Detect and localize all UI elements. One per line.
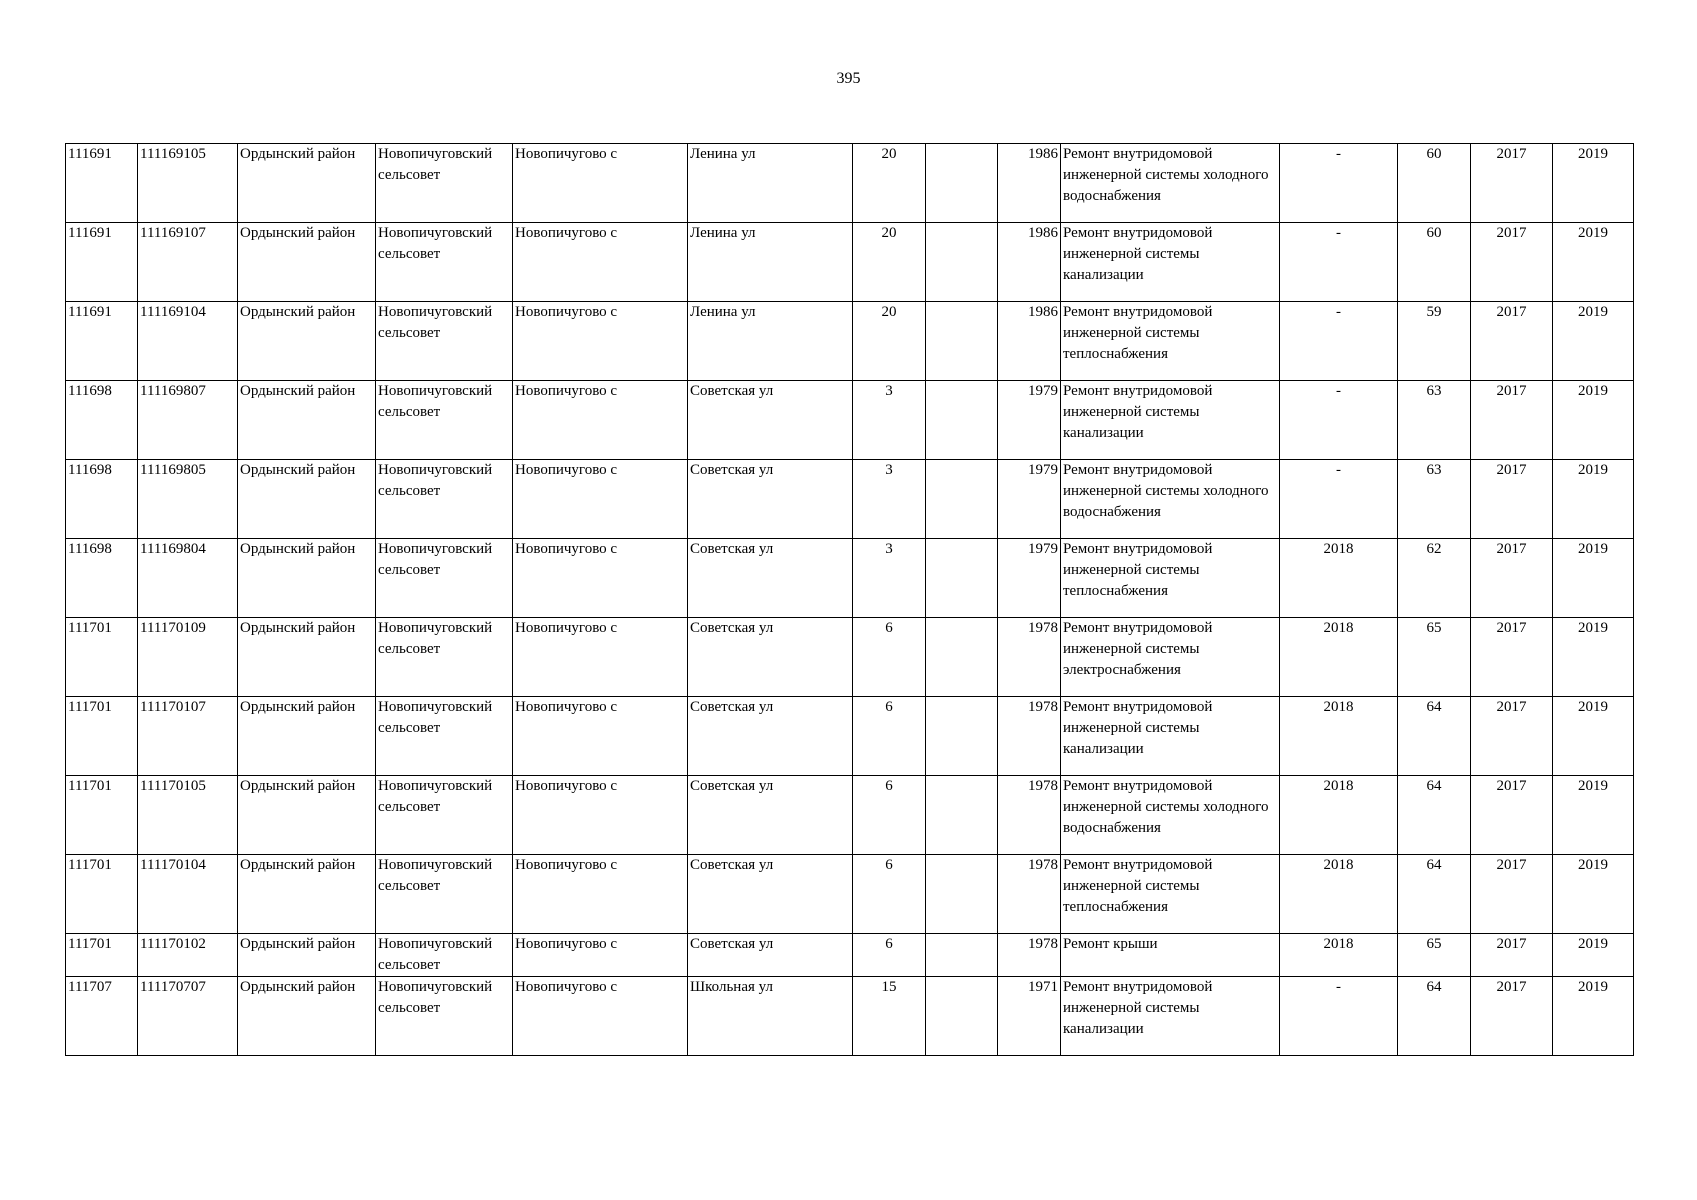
year-built-cell: 1986 bbox=[998, 223, 1061, 302]
plan-year-cell: 2018 bbox=[1280, 697, 1398, 776]
council-cell: Новопичуговский сельсовет bbox=[376, 381, 513, 460]
start-year-cell: 2017 bbox=[1471, 977, 1553, 1056]
table-row bbox=[66, 618, 1634, 697]
work-code-cell: 111169107 bbox=[138, 223, 238, 302]
start-year-cell: 2017 bbox=[1471, 381, 1553, 460]
work-type-cell: Ремонт внутридомовой инженерной системы теплоснабжения bbox=[1061, 302, 1280, 381]
end-year-cell: 2019 bbox=[1553, 144, 1634, 223]
council-cell: Новопичуговский сельсовет bbox=[376, 460, 513, 539]
house-number-cell: 6 bbox=[853, 934, 926, 977]
plan-year-cell: - bbox=[1280, 302, 1398, 381]
wear-cell: 63 bbox=[1398, 460, 1471, 539]
table-row bbox=[66, 223, 1634, 302]
year-built-cell: 1978 bbox=[998, 697, 1061, 776]
work-code-cell: 111169105 bbox=[138, 144, 238, 223]
house-number-cell: 6 bbox=[853, 855, 926, 934]
end-year-cell: 2019 bbox=[1553, 460, 1634, 539]
house-number-cell: 20 bbox=[853, 223, 926, 302]
street-cell: Ленина ул bbox=[688, 302, 853, 381]
wear-cell: 63 bbox=[1398, 381, 1471, 460]
house-number-cell: 3 bbox=[853, 539, 926, 618]
start-year-cell: 2017 bbox=[1471, 539, 1553, 618]
district-cell: Ордынский район bbox=[238, 618, 376, 697]
table-row bbox=[66, 302, 1634, 381]
street-cell: Ленина ул bbox=[688, 144, 853, 223]
house-number-cell: 20 bbox=[853, 144, 926, 223]
end-year-cell: 2019 bbox=[1553, 539, 1634, 618]
house-id-cell: 111701 bbox=[66, 618, 138, 697]
plan-year-cell: - bbox=[1280, 223, 1398, 302]
work-code-cell: 111170707 bbox=[138, 977, 238, 1056]
start-year-cell: 2017 bbox=[1471, 934, 1553, 977]
settlement-cell: Новопичугово с bbox=[513, 776, 688, 855]
start-year-cell: 2017 bbox=[1471, 302, 1553, 381]
building-cell bbox=[926, 776, 998, 855]
district-cell: Ордынский район bbox=[238, 697, 376, 776]
repair-register-table bbox=[65, 143, 1634, 1056]
plan-year-cell: 2018 bbox=[1280, 934, 1398, 977]
building-cell bbox=[926, 697, 998, 776]
year-built-cell: 1986 bbox=[998, 302, 1061, 381]
work-type-cell: Ремонт внутридомовой инженерной системы канализации bbox=[1061, 977, 1280, 1056]
district-cell: Ордынский район bbox=[238, 977, 376, 1056]
plan-year-cell: - bbox=[1280, 381, 1398, 460]
work-type-cell: Ремонт внутридомовой инженерной системы теплоснабжения bbox=[1061, 539, 1280, 618]
work-code-cell: 111169104 bbox=[138, 302, 238, 381]
year-built-cell: 1979 bbox=[998, 381, 1061, 460]
work-type-cell: Ремонт внутридомовой инженерной системы электроснабжения bbox=[1061, 618, 1280, 697]
wear-cell: 60 bbox=[1398, 223, 1471, 302]
settlement-cell: Новопичугово с bbox=[513, 539, 688, 618]
district-cell: Ордынский район bbox=[238, 144, 376, 223]
house-id-cell: 111701 bbox=[66, 697, 138, 776]
building-cell bbox=[926, 855, 998, 934]
settlement-cell: Новопичугово с bbox=[513, 855, 688, 934]
council-cell: Новопичуговский сельсовет bbox=[376, 223, 513, 302]
district-cell: Ордынский район bbox=[238, 460, 376, 539]
plan-year-cell: 2018 bbox=[1280, 618, 1398, 697]
house-number-cell: 3 bbox=[853, 460, 926, 539]
start-year-cell: 2017 bbox=[1471, 144, 1553, 223]
house-id-cell: 111698 bbox=[66, 460, 138, 539]
work-type-cell: Ремонт внутридомовой инженерной системы канализации bbox=[1061, 223, 1280, 302]
year-built-cell: 1986 bbox=[998, 144, 1061, 223]
settlement-cell: Новопичугово с bbox=[513, 223, 688, 302]
start-year-cell: 2017 bbox=[1471, 855, 1553, 934]
plan-year-cell: - bbox=[1280, 977, 1398, 1056]
start-year-cell: 2017 bbox=[1471, 460, 1553, 539]
street-cell: Ленина ул bbox=[688, 223, 853, 302]
building-cell bbox=[926, 539, 998, 618]
work-type-cell: Ремонт внутридомовой инженерной системы канализации bbox=[1061, 697, 1280, 776]
work-type-cell: Ремонт внутридомовой инженерной системы теплоснабжения bbox=[1061, 855, 1280, 934]
plan-year-cell: - bbox=[1280, 460, 1398, 539]
building-cell bbox=[926, 618, 998, 697]
work-type-cell: Ремонт внутридомовой инженерной системы холодного водоснабжения bbox=[1061, 460, 1280, 539]
house-id-cell: 111691 bbox=[66, 144, 138, 223]
wear-cell: 65 bbox=[1398, 934, 1471, 977]
house-id-cell: 111691 bbox=[66, 223, 138, 302]
end-year-cell: 2019 bbox=[1553, 381, 1634, 460]
table-row bbox=[66, 776, 1634, 855]
street-cell: Школьная ул bbox=[688, 977, 853, 1056]
building-cell bbox=[926, 223, 998, 302]
settlement-cell: Новопичугово с bbox=[513, 977, 688, 1056]
work-code-cell: 111170105 bbox=[138, 776, 238, 855]
table-row bbox=[66, 460, 1634, 539]
street-cell: Советская ул bbox=[688, 934, 853, 977]
end-year-cell: 2019 bbox=[1553, 934, 1634, 977]
work-type-cell: Ремонт крыши bbox=[1061, 934, 1280, 977]
district-cell: Ордынский район bbox=[238, 381, 376, 460]
council-cell: Новопичуговский сельсовет bbox=[376, 144, 513, 223]
year-built-cell: 1979 bbox=[998, 539, 1061, 618]
year-built-cell: 1978 bbox=[998, 934, 1061, 977]
wear-cell: 64 bbox=[1398, 977, 1471, 1056]
table-row bbox=[66, 697, 1634, 776]
work-code-cell: 111169804 bbox=[138, 539, 238, 618]
end-year-cell: 2019 bbox=[1553, 697, 1634, 776]
house-number-cell: 6 bbox=[853, 697, 926, 776]
street-cell: Советская ул bbox=[688, 776, 853, 855]
street-cell: Советская ул bbox=[688, 855, 853, 934]
work-code-cell: 111170109 bbox=[138, 618, 238, 697]
table-body bbox=[66, 144, 1634, 1056]
house-id-cell: 111701 bbox=[66, 776, 138, 855]
council-cell: Новопичуговский сельсовет bbox=[376, 855, 513, 934]
district-cell: Ордынский район bbox=[238, 855, 376, 934]
work-type-cell: Ремонт внутридомовой инженерной системы канализации bbox=[1061, 381, 1280, 460]
building-cell bbox=[926, 144, 998, 223]
wear-cell: 64 bbox=[1398, 776, 1471, 855]
street-cell: Советская ул bbox=[688, 539, 853, 618]
district-cell: Ордынский район bbox=[238, 934, 376, 977]
work-code-cell: 111170104 bbox=[138, 855, 238, 934]
council-cell: Новопичуговский сельсовет bbox=[376, 977, 513, 1056]
page-number: 395 bbox=[836, 70, 861, 87]
table-row bbox=[66, 381, 1634, 460]
work-code-cell: 111169805 bbox=[138, 460, 238, 539]
building-cell bbox=[926, 977, 998, 1056]
settlement-cell: Новопичугово с bbox=[513, 697, 688, 776]
work-type-cell: Ремонт внутридомовой инженерной системы холодного водоснабжения bbox=[1061, 776, 1280, 855]
wear-cell: 59 bbox=[1398, 302, 1471, 381]
council-cell: Новопичуговский сельсовет bbox=[376, 618, 513, 697]
table-row bbox=[66, 539, 1634, 618]
start-year-cell: 2017 bbox=[1471, 618, 1553, 697]
house-number-cell: 20 bbox=[853, 302, 926, 381]
wear-cell: 60 bbox=[1398, 144, 1471, 223]
start-year-cell: 2017 bbox=[1471, 697, 1553, 776]
council-cell: Новопичуговский сельсовет bbox=[376, 776, 513, 855]
council-cell: Новопичуговский сельсовет bbox=[376, 934, 513, 977]
house-id-cell: 111698 bbox=[66, 381, 138, 460]
street-cell: Советская ул bbox=[688, 697, 853, 776]
building-cell bbox=[926, 381, 998, 460]
settlement-cell: Новопичугово с bbox=[513, 302, 688, 381]
building-cell bbox=[926, 934, 998, 977]
settlement-cell: Новопичугово с bbox=[513, 144, 688, 223]
house-id-cell: 111698 bbox=[66, 539, 138, 618]
house-number-cell: 6 bbox=[853, 618, 926, 697]
council-cell: Новопичуговский сельсовет bbox=[376, 697, 513, 776]
street-cell: Советская ул bbox=[688, 460, 853, 539]
start-year-cell: 2017 bbox=[1471, 223, 1553, 302]
table-row bbox=[66, 934, 1634, 977]
plan-year-cell: 2018 bbox=[1280, 776, 1398, 855]
work-code-cell: 111170102 bbox=[138, 934, 238, 977]
wear-cell: 64 bbox=[1398, 855, 1471, 934]
plan-year-cell: - bbox=[1280, 144, 1398, 223]
start-year-cell: 2017 bbox=[1471, 776, 1553, 855]
street-cell: Советская ул bbox=[688, 618, 853, 697]
house-id-cell: 111691 bbox=[66, 302, 138, 381]
district-cell: Ордынский район bbox=[238, 302, 376, 381]
settlement-cell: Новопичугово с bbox=[513, 460, 688, 539]
plan-year-cell: 2018 bbox=[1280, 539, 1398, 618]
building-cell bbox=[926, 302, 998, 381]
end-year-cell: 2019 bbox=[1553, 223, 1634, 302]
building-cell bbox=[926, 460, 998, 539]
house-id-cell: 111707 bbox=[66, 977, 138, 1056]
wear-cell: 62 bbox=[1398, 539, 1471, 618]
street-cell: Советская ул bbox=[688, 381, 853, 460]
house-number-cell: 3 bbox=[853, 381, 926, 460]
year-built-cell: 1979 bbox=[998, 460, 1061, 539]
house-number-cell: 15 bbox=[853, 977, 926, 1056]
year-built-cell: 1978 bbox=[998, 855, 1061, 934]
district-cell: Ордынский район bbox=[238, 539, 376, 618]
work-type-cell: Ремонт внутридомовой инженерной системы холодного водоснабжения bbox=[1061, 144, 1280, 223]
house-number-cell: 6 bbox=[853, 776, 926, 855]
end-year-cell: 2019 bbox=[1553, 776, 1634, 855]
work-code-cell: 111169807 bbox=[138, 381, 238, 460]
year-built-cell: 1971 bbox=[998, 977, 1061, 1056]
district-cell: Ордынский район bbox=[238, 776, 376, 855]
settlement-cell: Новопичугово с bbox=[513, 381, 688, 460]
district-cell: Ордынский район bbox=[238, 223, 376, 302]
end-year-cell: 2019 bbox=[1553, 855, 1634, 934]
plan-year-cell: 2018 bbox=[1280, 855, 1398, 934]
council-cell: Новопичуговский сельсовет bbox=[376, 539, 513, 618]
settlement-cell: Новопичугово с bbox=[513, 618, 688, 697]
wear-cell: 65 bbox=[1398, 618, 1471, 697]
settlement-cell: Новопичугово с bbox=[513, 934, 688, 977]
end-year-cell: 2019 bbox=[1553, 618, 1634, 697]
end-year-cell: 2019 bbox=[1553, 977, 1634, 1056]
wear-cell: 64 bbox=[1398, 697, 1471, 776]
end-year-cell: 2019 bbox=[1553, 302, 1634, 381]
house-id-cell: 111701 bbox=[66, 855, 138, 934]
table-row bbox=[66, 977, 1634, 1056]
table-row bbox=[66, 144, 1634, 223]
year-built-cell: 1978 bbox=[998, 776, 1061, 855]
table-row bbox=[66, 855, 1634, 934]
council-cell: Новопичуговский сельсовет bbox=[376, 302, 513, 381]
year-built-cell: 1978 bbox=[998, 618, 1061, 697]
house-id-cell: 111701 bbox=[66, 934, 138, 977]
work-code-cell: 111170107 bbox=[138, 697, 238, 776]
